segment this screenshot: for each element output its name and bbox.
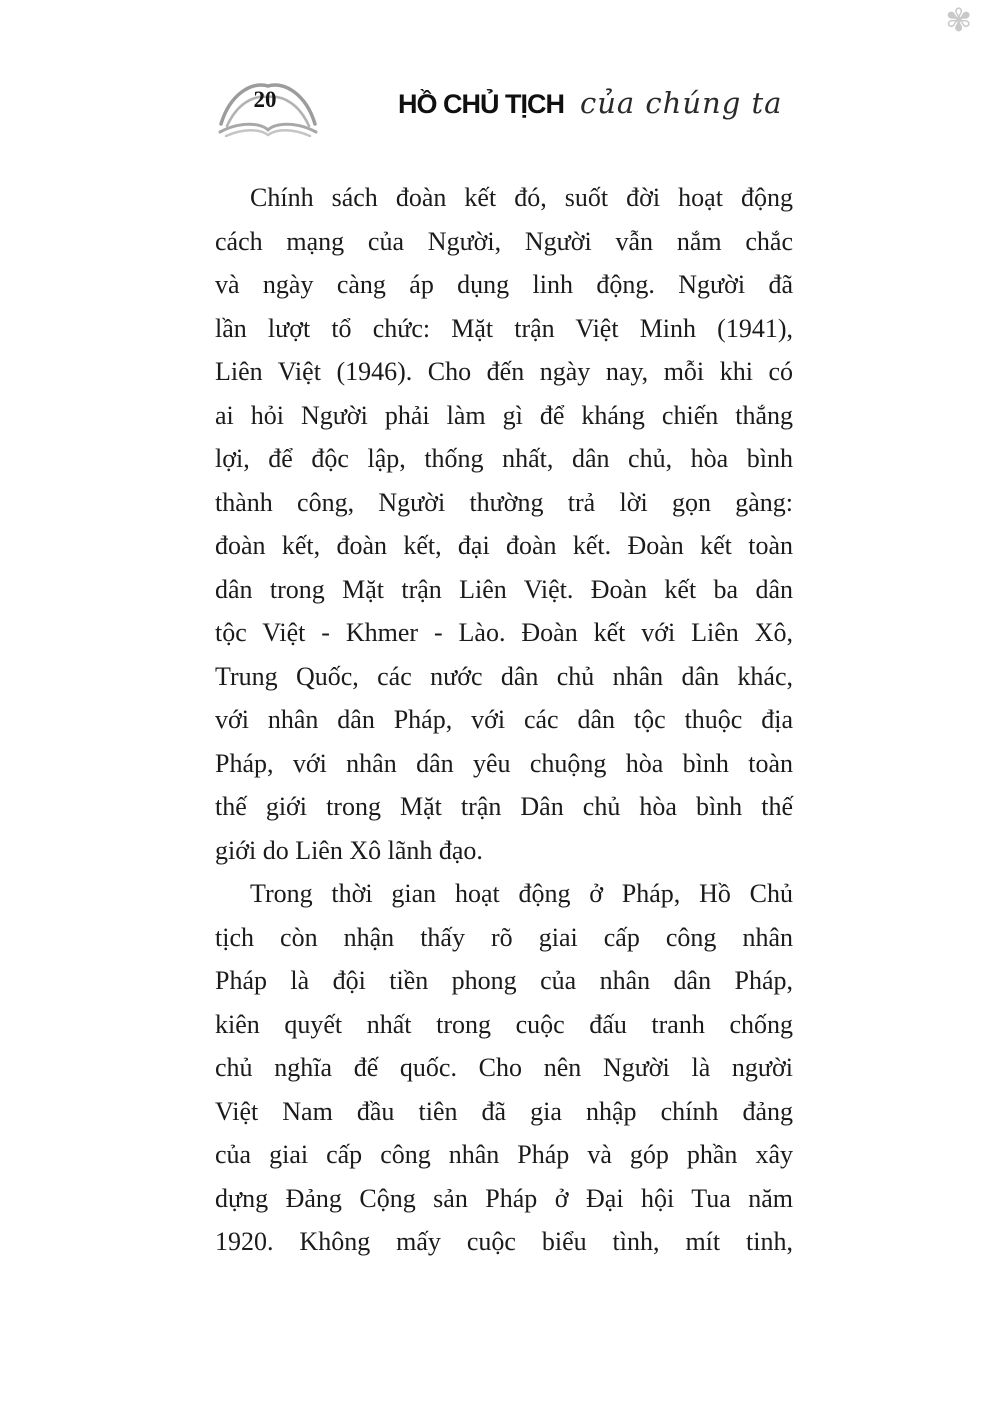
text-line: dân trong Mặt trận Liên Việt. Đoàn kết ba dân (215, 574, 793, 604)
text-line: Pháp là đội tiền phong của nhân dân Pháp, (215, 966, 793, 995)
text-line: lần lượt tổ chức: Mặt trận Việt Minh (1941), (215, 313, 793, 343)
text-line: 1920. Không mấy cuộc biểu tình, mít tinh, (215, 1227, 793, 1256)
text-line: Việt Nam đầu tiên đã gia nhập chính đảng (215, 1096, 793, 1126)
running-title (398, 86, 782, 120)
text-line: Trung Quốc, các nước dân chủ nhân dân khác, (215, 661, 793, 691)
text-line: kiên quyết nhất trong cuộc đấu tranh chống (215, 1009, 793, 1039)
paragraph (215, 872, 793, 1264)
text-line: của giai cấp công nhân Pháp và góp phần xây (215, 1140, 793, 1169)
text-line: thế giới trong Mặt trận Dân chủ hòa bình thế (215, 792, 793, 821)
text-line: cách mạng của Người, Người vẫn nắm chắc (215, 226, 793, 256)
open-book-icon (214, 74, 322, 140)
text-line: Liên Việt (1946). Cho đến ngày nay, mỗi khi có (215, 357, 793, 386)
paragraph (215, 176, 793, 872)
text-line: dựng Đảng Cộng sản Pháp ở Đại hội Tua năm (215, 1183, 793, 1213)
text-line: tộc Việt - Khmer - Lào. Đoàn kết với Liên Xô, (215, 618, 793, 647)
running-title-bold: HỒ CHỦ TỊCH (398, 89, 564, 119)
text-line: tịch còn nhận thấy rõ giai cấp công nhân (215, 922, 793, 952)
text-line: lợi, để độc lập, thống nhất, dân chủ, hòa bình (215, 444, 793, 473)
text-line: ai hỏi Người phải làm gì để kháng chiến thắng (215, 400, 793, 430)
text-line: Pháp, với nhân dân yêu chuộng hòa bình toàn (215, 748, 793, 778)
text-line: và ngày càng áp dụng linh động. Người đã (215, 270, 793, 299)
text-line: chủ nghĩa đế quốc. Cho nên Người là người (215, 1053, 793, 1082)
running-title-script: của chúng ta (580, 86, 783, 120)
text-line: đoàn kết, đoàn kết, đại đoàn kết. Đoàn kết toàn (215, 531, 793, 560)
text-line: Trong thời gian hoạt động ở Pháp, Hồ Chủ (250, 879, 793, 908)
text-line: với nhân dân Pháp, với các dân tộc thuộc địa (215, 705, 793, 734)
body-text (215, 176, 793, 1264)
text-line: giới do Liên Xô lãnh đạo. (215, 835, 483, 865)
text-line: Chính sách đoàn kết đó, suốt đời hoạt động (250, 183, 793, 212)
page-header (0, 72, 1000, 144)
text-line: thành công, Người thường trả lời gọn gàng: (215, 487, 793, 517)
flower-ornament-icon: ✾ (945, 1, 972, 39)
page-number: 20 (253, 87, 277, 112)
